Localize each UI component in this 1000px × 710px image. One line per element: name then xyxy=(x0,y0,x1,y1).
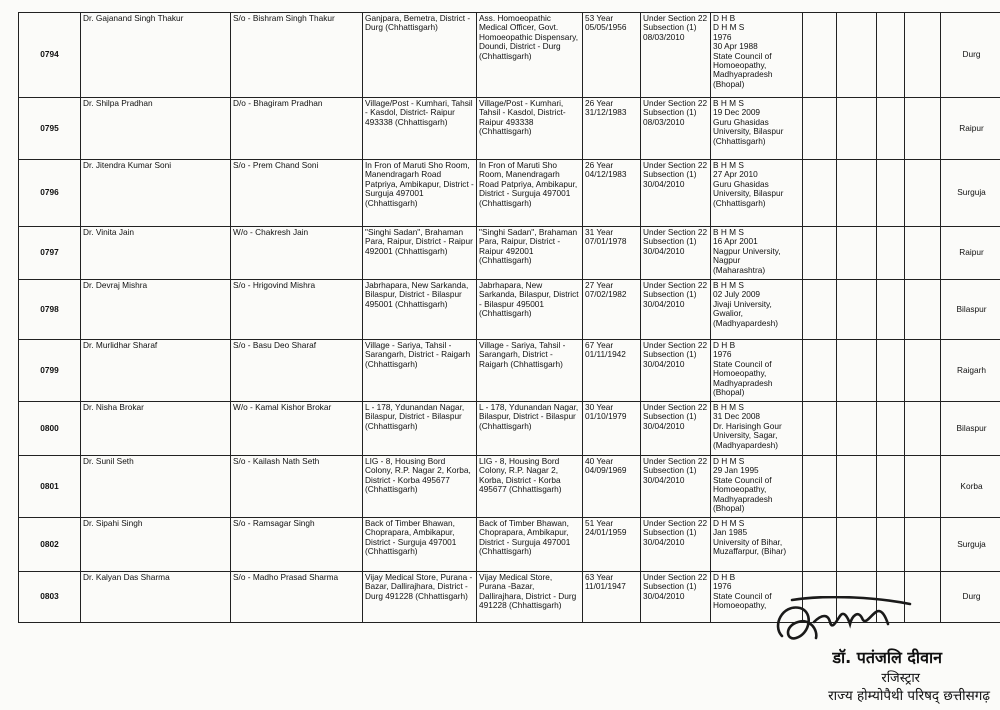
age-dob-cell: 63 Year 11/01/1947 xyxy=(583,572,641,623)
registrar-name: डॉ. पतंजलि दीवान xyxy=(832,648,942,667)
registration-section-cell: Under Section 22 Subsection (1) 30/04/2010 xyxy=(641,518,711,572)
relation-cell: W/o - Chakresh Jain xyxy=(231,227,363,280)
table-row xyxy=(19,227,1000,280)
qualification-cell: B H M S 19 Dec 2009 Guru Ghasidas University, Bilaspur (Chhattisgarh) xyxy=(711,98,803,160)
age-dob-cell: 53 Year 05/05/1956 xyxy=(583,13,641,98)
permanent-address-cell: "Singhi Sadan", Brahaman Para, Raipur, District - Raipur 492001 (Chhattisgarh) xyxy=(363,227,477,280)
relation-cell: S/o - Bishram Singh Thakur xyxy=(231,13,363,98)
blank-cell xyxy=(877,160,905,227)
serial-number-cell: 0797 xyxy=(19,227,81,280)
blank-cell xyxy=(803,160,837,227)
qualification-cell: D H M S 29 Jan 1995 State Council of Homoeopathy, Madhyapradesh (Bhopal) xyxy=(711,456,803,518)
professional-address-cell: Vijay Medical Store, Purana -Bazar, Dallirajhara, District - Durg 491228 (Chhattisgarh) xyxy=(477,572,583,623)
signature-icon xyxy=(770,596,920,648)
doctor-name-cell: Dr. Nisha Brokar xyxy=(81,402,231,456)
blank-cell xyxy=(837,280,877,340)
district-cell: Surguja xyxy=(941,518,1000,572)
professional-address-cell: Back of Timber Bhawan, Choprapara, Ambikapur, District - Surguja 497001 (Chhattisgarh) xyxy=(477,518,583,572)
blank-cell xyxy=(837,456,877,518)
qualification-cell: D H B 1976 State Council of Homoeopathy, Madhyapradesh (Bhopal) xyxy=(711,340,803,402)
relation-cell: S/o - Basu Deo Sharaf xyxy=(231,340,363,402)
blank-cell xyxy=(877,280,905,340)
blank-cell xyxy=(837,13,877,98)
blank-cell xyxy=(803,456,837,518)
district-cell: Bilaspur xyxy=(941,280,1000,340)
relation-cell: S/o - Prem Chand Soni xyxy=(231,160,363,227)
table-row xyxy=(19,340,1000,402)
table-row xyxy=(19,13,1000,98)
blank-cell xyxy=(803,402,837,456)
blank-cell xyxy=(837,518,877,572)
doctor-name-cell: Dr. Murlidhar Sharaf xyxy=(81,340,231,402)
permanent-address-cell: Village/Post - Kumhari, Tahsil - Kasdol, District- Raipur 493338 (Chhattisgarh) xyxy=(363,98,477,160)
doctor-name-cell: Dr. Jitendra Kumar Soni xyxy=(81,160,231,227)
table-row xyxy=(19,98,1000,160)
registrar-designation: रजिस्ट्रार xyxy=(881,671,920,686)
blank-cell xyxy=(837,340,877,402)
registration-section-cell: Under Section 22 Subsection (1) 30/04/2010 xyxy=(641,402,711,456)
professional-address-cell: L - 178, Ydunandan Nagar, Bilaspur, District - Bilaspur (Chhattisgarh) xyxy=(477,402,583,456)
registrar-signature-block xyxy=(730,596,990,708)
relation-cell: S/o - Ramsagar Singh xyxy=(231,518,363,572)
doctor-name-cell: Dr. Sipahi Singh xyxy=(81,518,231,572)
blank-cell xyxy=(905,456,941,518)
blank-cell xyxy=(905,13,941,98)
district-cell: Durg xyxy=(941,572,1000,623)
blank-cell xyxy=(803,280,837,340)
relation-cell: D/o - Bhagiram Pradhan xyxy=(231,98,363,160)
permanent-address-cell: Vijay Medical Store, Purana - Bazar, Dallirajhara, District - Durg 491228 (Chhattisgarh) xyxy=(363,572,477,623)
professional-address-cell: Village/Post - Kumhari, Tahsil - Kasdol, District- Raipur 493338 (Chhattisgarh) xyxy=(477,98,583,160)
registration-section-cell: Under Section 22 Subsection (1) 30/04/2010 xyxy=(641,160,711,227)
district-cell: Durg xyxy=(941,13,1000,98)
blank-cell xyxy=(905,280,941,340)
blank-cell xyxy=(877,98,905,160)
table-row xyxy=(19,402,1000,456)
professional-address-cell: Village - Sariya, Tahsil - Sarangarh, District - Raigarh (Chhattisgarh) xyxy=(477,340,583,402)
age-dob-cell: 26 Year 04/12/1983 xyxy=(583,160,641,227)
registration-table xyxy=(18,12,1000,623)
professional-address-cell: Jabrhapara, New Sarkanda, Bilaspur, District - Bilaspur 495001 (Chhattisgarh) xyxy=(477,280,583,340)
blank-cell xyxy=(877,13,905,98)
age-dob-cell: 31 Year 07/01/1978 xyxy=(583,227,641,280)
qualification-cell: B H M S 27 Apr 2010 Guru Ghasidas University, Bilaspur (Chhattisgarh) xyxy=(711,160,803,227)
doctor-name-cell: Dr. Sunil Seth xyxy=(81,456,231,518)
serial-number-cell: 0799 xyxy=(19,340,81,402)
registration-section-cell: Under Section 22 Subsection (1) 30/04/2010 xyxy=(641,340,711,402)
doctor-name-cell: Dr. Vinita Jain xyxy=(81,227,231,280)
serial-number-cell: 0801 xyxy=(19,456,81,518)
blank-cell xyxy=(803,518,837,572)
relation-cell: S/o - Hrigovind Mishra xyxy=(231,280,363,340)
doctor-name-cell: Dr. Gajanand Singh Thakur xyxy=(81,13,231,98)
council-name: राज्य होम्योपैथी परिषद् छत्तीसगढ़ xyxy=(828,688,990,704)
blank-cell xyxy=(837,227,877,280)
registration-section-cell: Under Section 22 Subsection (1) 30/04/2010 xyxy=(641,280,711,340)
qualification-cell: B H M S 16 Apr 2001 Nagpur University, Nagpur (Maharashtra) xyxy=(711,227,803,280)
doctor-name-cell: Dr. Shilpa Pradhan xyxy=(81,98,231,160)
registration-section-cell: Under Section 22 Subsection (1) 30/04/2010 xyxy=(641,227,711,280)
blank-cell xyxy=(837,98,877,160)
serial-number-cell: 0796 xyxy=(19,160,81,227)
blank-cell xyxy=(905,98,941,160)
age-dob-cell: 26 Year 31/12/1983 xyxy=(583,98,641,160)
age-dob-cell: 40 Year 04/09/1969 xyxy=(583,456,641,518)
blank-cell xyxy=(877,340,905,402)
age-dob-cell: 67 Year 01/11/1942 xyxy=(583,340,641,402)
permanent-address-cell: LIG - 8, Housing Bord Colony, R.P. Nagar 2, Korba, District - Korba 495677 (Chhattisgarh) xyxy=(363,456,477,518)
serial-number-cell: 0798 xyxy=(19,280,81,340)
blank-cell xyxy=(905,160,941,227)
relation-cell: W/o - Kamal Kishor Brokar xyxy=(231,402,363,456)
district-cell: Raipur xyxy=(941,227,1000,280)
blank-cell xyxy=(877,402,905,456)
professional-address-cell: Ass. Homoeopathic Medical Officer, Govt. Homoeopathic Dispensary, Doundi, District - Durg (Chhattisgarh) xyxy=(477,13,583,98)
blank-cell xyxy=(905,518,941,572)
permanent-address-cell: Jabrhapara, New Sarkanda, Bilaspur, District - Bilaspur 495001 (Chhattisgarh) xyxy=(363,280,477,340)
table-row xyxy=(19,160,1000,227)
serial-number-cell: 0794 xyxy=(19,13,81,98)
blank-cell xyxy=(837,402,877,456)
professional-address-cell: LIG - 8, Housing Bord Colony, R.P. Nagar 2, Korba, District - Korba 495677 (Chhattisgarh) xyxy=(477,456,583,518)
blank-cell xyxy=(803,227,837,280)
blank-cell xyxy=(837,160,877,227)
registration-section-cell: Under Section 22 Subsection (1) 08/03/2010 xyxy=(641,98,711,160)
age-dob-cell: 30 Year 01/10/1979 xyxy=(583,402,641,456)
serial-number-cell: 0795 xyxy=(19,98,81,160)
permanent-address-cell: L - 178, Ydunandan Nagar, Bilaspur, District - Bilaspur (Chhattisgarh) xyxy=(363,402,477,456)
relation-cell: S/o - Kailash Nath Seth xyxy=(231,456,363,518)
blank-cell xyxy=(877,456,905,518)
qualification-cell: B H M S 02 July 2009 Jivaji University, Gwalior, (Madhyapardesh) xyxy=(711,280,803,340)
serial-number-cell: 0802 xyxy=(19,518,81,572)
permanent-address-cell: Village - Sariya, Tahsil - Sarangarh, District - Raigarh (Chhattisgarh) xyxy=(363,340,477,402)
age-dob-cell: 51 Year 24/01/1959 xyxy=(583,518,641,572)
professional-address-cell: In Fron of Maruti Sho Room, Manendragarh Road Patpriya, Ambikapur, District - Surguja 497001 (Chhattisgarh) xyxy=(477,160,583,227)
table-row xyxy=(19,280,1000,340)
serial-number-cell: 0800 xyxy=(19,402,81,456)
professional-address-cell: "Singhi Sadan", Brahaman Para, Raipur, District - Raipur 492001 (Chhattisgarh) xyxy=(477,227,583,280)
doctor-name-cell: Dr. Kalyan Das Sharma xyxy=(81,572,231,623)
district-cell: Raipur xyxy=(941,98,1000,160)
registration-section-cell: Under Section 22 Subsection (1) 08/03/2010 xyxy=(641,13,711,98)
qualification-cell: D H M S Jan 1985 University of Bihar, Muzaffarpur, (Bihar) xyxy=(711,518,803,572)
qualification-cell: B H M S 31 Dec 2008 Dr. Harisingh Gour University, Sagar, (Madhyapardesh) xyxy=(711,402,803,456)
registration-section-cell: Under Section 22 Subsection (1) 30/04/2010 xyxy=(641,572,711,623)
permanent-address-cell: Back of Timber Bhawan, Choprapara, Ambikapur, District - Surguja 497001 (Chhattisgarh) xyxy=(363,518,477,572)
qualification-cell: D H B D H M S 1976 30 Apr 1988 State Council of Homoeopathy, Madhyapradesh (Bhopal) xyxy=(711,13,803,98)
age-dob-cell: 27 Year 07/02/1982 xyxy=(583,280,641,340)
table-row xyxy=(19,456,1000,518)
blank-cell xyxy=(877,518,905,572)
blank-cell xyxy=(803,340,837,402)
permanent-address-cell: In Fron of Maruti Sho Room, Manendragarh Road Patpriya, Ambikapur, District - Surguja 497001 (Chhattisgarh) xyxy=(363,160,477,227)
district-cell: Bilaspur xyxy=(941,402,1000,456)
qualification-cell: D H B 1976 State Council of Homoeopathy, xyxy=(711,572,803,623)
blank-cell xyxy=(905,227,941,280)
blank-cell xyxy=(803,13,837,98)
doctor-name-cell: Dr. Devraj Mishra xyxy=(81,280,231,340)
relation-cell: S/o - Madho Prasad Sharma xyxy=(231,572,363,623)
blank-cell xyxy=(905,340,941,402)
serial-number-cell: 0803 xyxy=(19,572,81,623)
blank-cell xyxy=(905,402,941,456)
blank-cell xyxy=(803,98,837,160)
district-cell: Korba xyxy=(941,456,1000,518)
table-row xyxy=(19,518,1000,572)
registration-section-cell: Under Section 22 Subsection (1) 30/04/2010 xyxy=(641,456,711,518)
blank-cell xyxy=(877,227,905,280)
district-cell: Raigarh xyxy=(941,340,1000,402)
district-cell: Surguja xyxy=(941,160,1000,227)
permanent-address-cell: Ganjpara, Bemetra, District - Durg (Chhattisgarh) xyxy=(363,13,477,98)
